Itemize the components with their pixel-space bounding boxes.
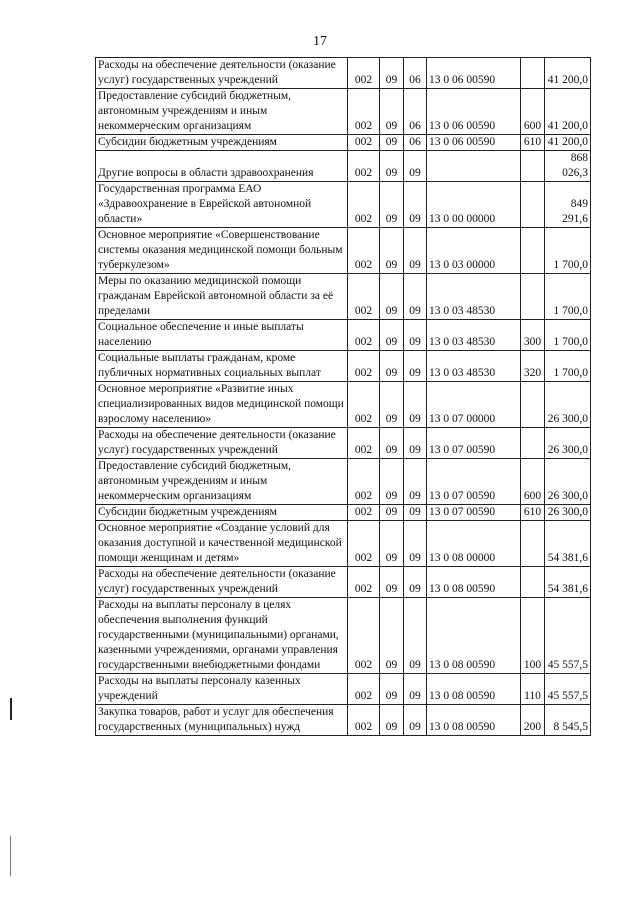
section-code: 09 [380, 151, 404, 182]
amount: 8 545,5 [545, 705, 591, 736]
admin-code: 002 [348, 89, 380, 135]
amount: 41 200,0 [545, 58, 591, 89]
table-row [96, 567, 591, 598]
expense-type-code: 610 [521, 135, 545, 151]
row-name: Предоставление субсидий бюджетным, автономным учреждениям и иным некоммерческим организациям [96, 89, 348, 135]
margin-mark [10, 836, 11, 876]
row-name: Другие вопросы в области здравоохранения [96, 151, 348, 182]
expense-type-code [521, 58, 545, 89]
target-article-code: 13 0 07 00590 [427, 505, 521, 521]
target-article-code: 13 0 08 00590 [427, 598, 521, 674]
target-article-code: 13 0 07 00000 [427, 382, 521, 428]
admin-code: 002 [348, 459, 380, 505]
table-row [96, 320, 591, 351]
target-article-code: 13 0 06 00590 [427, 58, 521, 89]
subsection-code: 06 [404, 58, 427, 89]
subsection-code: 09 [404, 274, 427, 320]
table-row [96, 521, 591, 567]
expense-type-code: 300 [521, 320, 545, 351]
row-name: Государственная программа ЕАО «Здравоохранение в Еврейской автономной области» [96, 182, 348, 228]
subsection-code: 09 [404, 151, 427, 182]
table-row [96, 151, 591, 182]
target-article-code: 13 0 06 00590 [427, 89, 521, 135]
subsection-code: 09 [404, 705, 427, 736]
admin-code: 002 [348, 182, 380, 228]
admin-code: 002 [348, 58, 380, 89]
expense-type-code [521, 428, 545, 459]
amount: 1 700,0 [545, 228, 591, 274]
table-row [96, 382, 591, 428]
section-code: 09 [380, 567, 404, 598]
expense-type-code: 610 [521, 505, 545, 521]
target-article-code: 13 0 03 48530 [427, 351, 521, 382]
row-name: Основное мероприятие «Развитие иных специализированных видов медицинской помощи взрослому населению» [96, 382, 348, 428]
target-article-code: 13 0 08 00590 [427, 567, 521, 598]
row-name: Основное мероприятие «Создание условий для оказания доступной и качественной медицинской помощи женщинам и детям» [96, 521, 348, 567]
row-name: Расходы на выплаты персоналу казенных учреждений [96, 674, 348, 705]
amount: 54 381,6 [545, 567, 591, 598]
section-code: 09 [380, 135, 404, 151]
section-code: 09 [380, 428, 404, 459]
amount: 26 300,0 [545, 505, 591, 521]
expense-type-code [521, 182, 545, 228]
table-row [96, 705, 591, 736]
admin-code: 002 [348, 274, 380, 320]
expense-type-code: 200 [521, 705, 545, 736]
subsection-code: 09 [404, 320, 427, 351]
section-code: 09 [380, 351, 404, 382]
target-article-code: 13 0 08 00590 [427, 674, 521, 705]
admin-code: 002 [348, 351, 380, 382]
section-code: 09 [380, 89, 404, 135]
row-name: Расходы на выплаты персоналу в целях обеспечения выполнения функций государственными (муниципальными) органами, казенными учреждениями, органами управления государственными внебюджетными фондами [96, 598, 348, 674]
amount: 45 557,5 [545, 598, 591, 674]
table-row [96, 674, 591, 705]
target-article-code: 13 0 03 48530 [427, 320, 521, 351]
target-article-code: 13 0 08 00590 [427, 705, 521, 736]
expense-type-code [521, 567, 545, 598]
row-name: Закупка товаров, работ и услуг для обеспечения государственных (муниципальных) нужд [96, 705, 348, 736]
target-article-code: 13 0 06 00590 [427, 135, 521, 151]
target-article-code [427, 151, 521, 182]
row-name: Субсидии бюджетным учреждениям [96, 505, 348, 521]
admin-code: 002 [348, 320, 380, 351]
amount: 41 200,0 [545, 135, 591, 151]
subsection-code: 06 [404, 89, 427, 135]
table-row [96, 89, 591, 135]
amount: 849 291,6 [545, 182, 591, 228]
section-code: 09 [380, 674, 404, 705]
admin-code: 002 [348, 521, 380, 567]
admin-code: 002 [348, 598, 380, 674]
amount: 54 381,6 [545, 521, 591, 567]
target-article-code: 13 0 08 00000 [427, 521, 521, 567]
expense-type-code [521, 521, 545, 567]
section-code: 09 [380, 459, 404, 505]
table-row [96, 459, 591, 505]
section-code: 09 [380, 598, 404, 674]
amount: 45 557,5 [545, 674, 591, 705]
admin-code: 002 [348, 674, 380, 705]
table-row [96, 598, 591, 674]
section-code: 09 [380, 521, 404, 567]
admin-code: 002 [348, 228, 380, 274]
section-code: 09 [380, 182, 404, 228]
page-number: 17 [313, 34, 327, 49]
expense-type-code [521, 274, 545, 320]
section-code: 09 [380, 274, 404, 320]
amount: 868 026,3 [545, 151, 591, 182]
expense-type-code [521, 382, 545, 428]
table-row [96, 274, 591, 320]
row-name: Субсидии бюджетным учреждениям [96, 135, 348, 151]
row-name: Меры по оказанию медицинской помощи гражданам Еврейской автономной области за её пределами [96, 274, 348, 320]
amount: 1 700,0 [545, 320, 591, 351]
section-code: 09 [380, 320, 404, 351]
admin-code: 002 [348, 705, 380, 736]
table-row [96, 428, 591, 459]
expense-type-code: 320 [521, 351, 545, 382]
table-row [96, 505, 591, 521]
table-row [96, 58, 591, 89]
subsection-code: 09 [404, 351, 427, 382]
subsection-code: 09 [404, 674, 427, 705]
amount: 1 700,0 [545, 274, 591, 320]
section-code: 09 [380, 228, 404, 274]
subsection-code: 09 [404, 428, 427, 459]
target-article-code: 13 0 07 00590 [427, 459, 521, 505]
subsection-code: 09 [404, 382, 427, 428]
admin-code: 002 [348, 428, 380, 459]
subsection-code: 09 [404, 505, 427, 521]
subsection-code: 09 [404, 521, 427, 567]
expense-type-code: 100 [521, 598, 545, 674]
table-row [96, 351, 591, 382]
section-code: 09 [380, 382, 404, 428]
amount: 26 300,0 [545, 382, 591, 428]
amount: 26 300,0 [545, 428, 591, 459]
table-row [96, 228, 591, 274]
amount: 41 200,0 [545, 89, 591, 135]
admin-code: 002 [348, 135, 380, 151]
table-row [96, 182, 591, 228]
row-name: Основное мероприятие «Совершенствование системы оказания медицинской помощи больным туберкулезом» [96, 228, 348, 274]
subsection-code: 09 [404, 598, 427, 674]
admin-code: 002 [348, 567, 380, 598]
admin-code: 002 [348, 151, 380, 182]
section-code: 09 [380, 705, 404, 736]
expense-type-code: 600 [521, 459, 545, 505]
section-code: 09 [380, 58, 404, 89]
budget-table [95, 57, 591, 736]
amount: 26 300,0 [545, 459, 591, 505]
target-article-code: 13 0 07 00590 [427, 428, 521, 459]
admin-code: 002 [348, 505, 380, 521]
row-name: Социальное обеспечение и иные выплаты населению [96, 320, 348, 351]
subsection-code: 09 [404, 182, 427, 228]
subsection-code: 06 [404, 135, 427, 151]
subsection-code: 09 [404, 459, 427, 505]
expense-type-code [521, 228, 545, 274]
row-name: Предоставление субсидий бюджетным, автономным учреждениям и иным некоммерческим организациям [96, 459, 348, 505]
target-article-code: 13 0 00 00000 [427, 182, 521, 228]
subsection-code: 09 [404, 228, 427, 274]
subsection-code: 09 [404, 567, 427, 598]
table-row [96, 135, 591, 151]
row-name: Расходы на обеспечение деятельности (оказание услуг) государственных учреждений [96, 567, 348, 598]
admin-code: 002 [348, 382, 380, 428]
target-article-code: 13 0 03 00000 [427, 228, 521, 274]
row-name: Расходы на обеспечение деятельности (оказание услуг) государственных учреждений [96, 428, 348, 459]
section-code: 09 [380, 505, 404, 521]
expense-type-code [521, 151, 545, 182]
margin-mark [10, 698, 12, 720]
expense-type-code: 110 [521, 674, 545, 705]
expense-type-code: 600 [521, 89, 545, 135]
target-article-code: 13 0 03 48530 [427, 274, 521, 320]
amount: 1 700,0 [545, 351, 591, 382]
row-name: Социальные выплаты гражданам, кроме публичных нормативных социальных выплат [96, 351, 348, 382]
row-name: Расходы на обеспечение деятельности (оказание услуг) государственных учреждений [96, 58, 348, 89]
